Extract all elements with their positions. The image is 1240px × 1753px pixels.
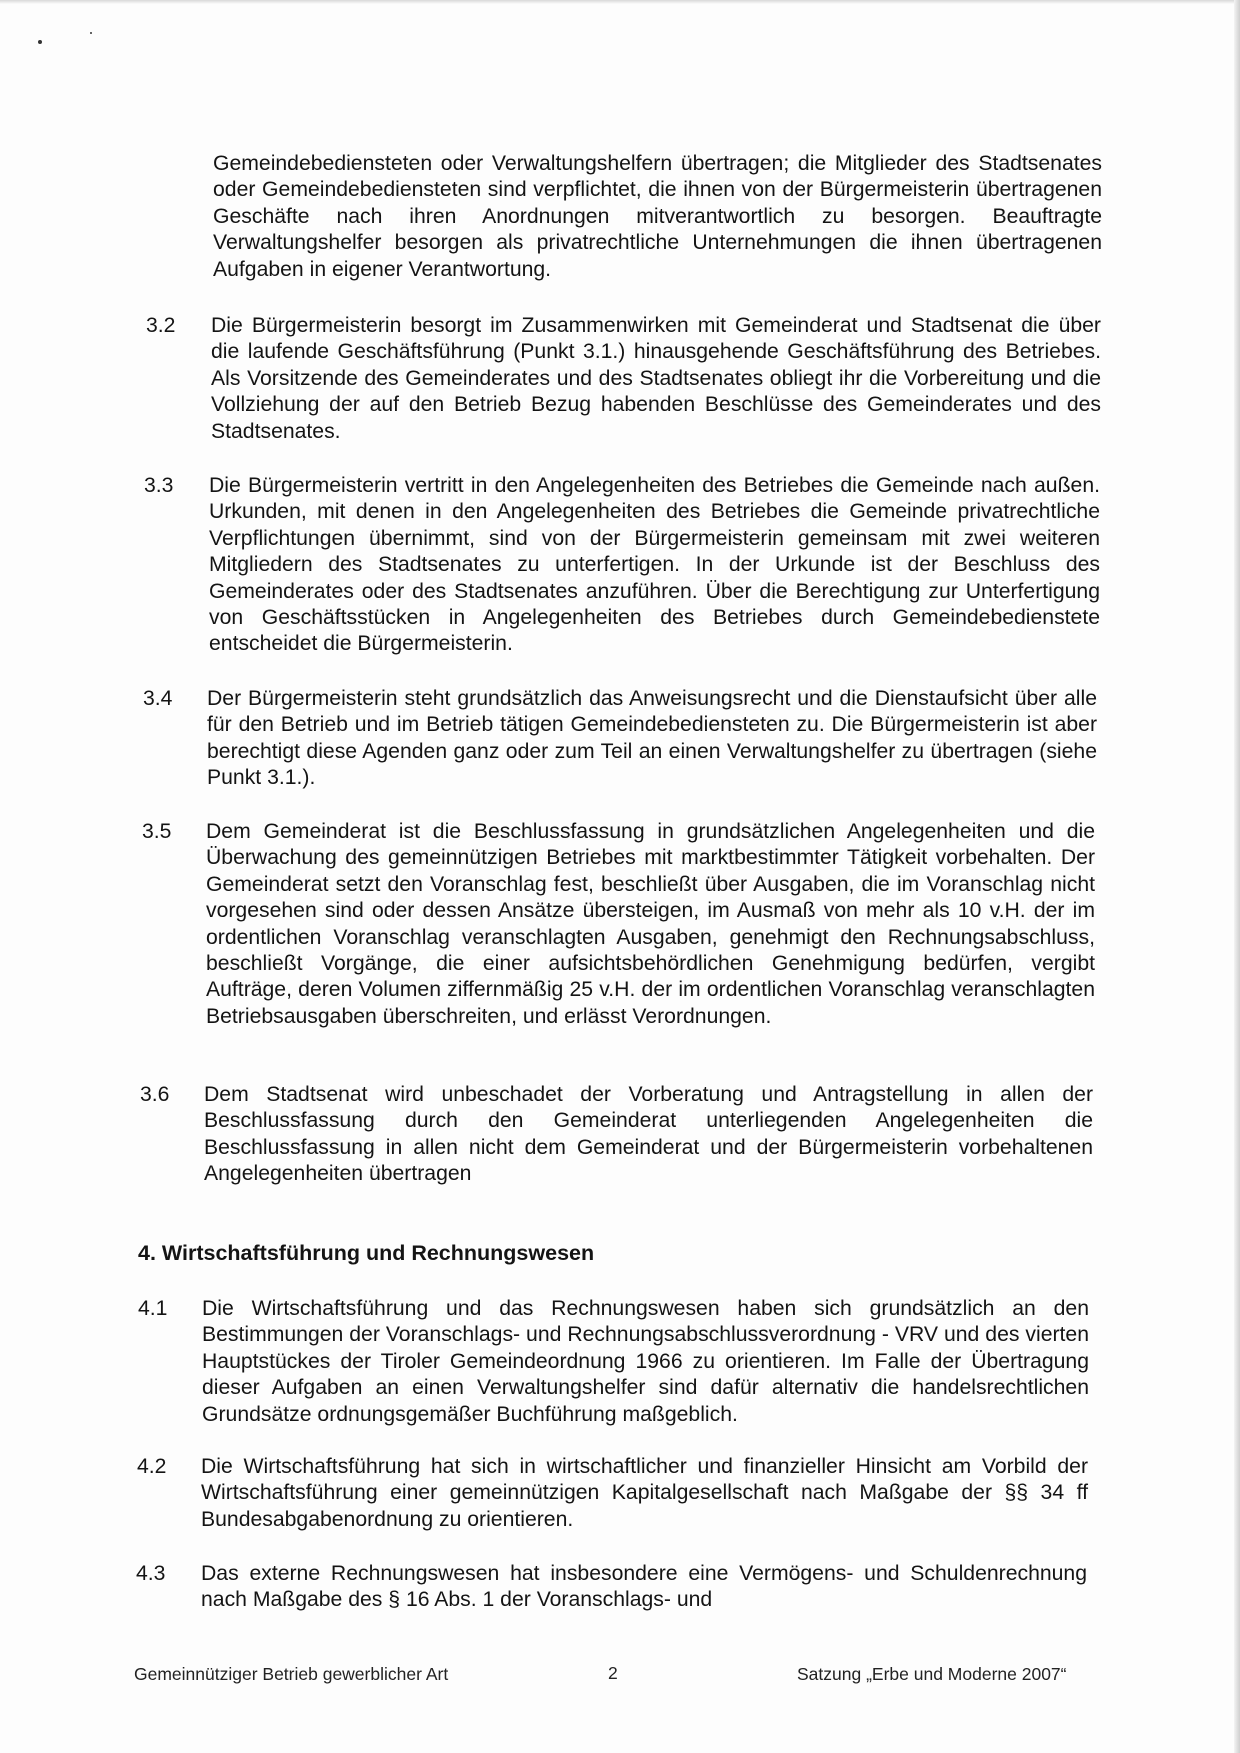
section-number: 3.3 [144, 474, 174, 497]
footer-left: Gemeinnütziger Betrieb gewerblicher Art [134, 1664, 449, 1684]
section-text: Der Bürgermeisterin steht grundsätzlich das Anweisungsrecht und die Dienstaufsicht über alle für den Betrieb und im Betrieb tätigen Gemeindebediensteten zu. Die Bürgermeisterin ist aber berechtigt diese Agenden ganz oder zum Teil an einen Verwaltungshelfer zu übertragen (siehe Punkt 3.1.). [207, 687, 1097, 790]
scan-edge-right [1234, 0, 1240, 1753]
section-text: Die Wirtschaftsführung und das Rechnungswesen haben sich grundsätzlich an den Bestimmungen der Voranschlags- und Rechnungsabschlussverordnung - VRV und des vierten Hauptstückes der Tiroler Gemeindeordnung 1966 zu orientieren. Im Falle der Übertragung dieser Aufgaben an einen Verwaltungshelfer sind dafür alternativ die handelsrechtlichen Grundsätze ordnungsgemäßer Buchführung maßgeblich. [202, 1297, 1089, 1426]
section-text: Die Bürgermeisterin vertritt in den Angelegenheiten des Betriebes die Gemeinde nach außen. Urkunden, mit denen in den Angelegenheiten des Betriebes die Gemeinde privatrechtliche Verpflichtungen übernimmt, sind von der Bürgermeisterin gemeinsam mit zwei weiteren Mitgliedern des Stadtsenates zu unterfertigen. In der Urkunde ist der Beschluss des Gemeinderates oder des Stadtsenates anzuführen. Über die Berechtigung zur Unterfertigung von Geschäftsstücken in Angelegenheiten des Betriebes durch Gemeindebedienstete entscheidet die Bürgermeisterin. [209, 474, 1100, 656]
scan-speck [38, 40, 42, 44]
section-heading: 4. Wirtschaftsführung und Rechnungswesen [138, 1241, 595, 1265]
section-number: 3.2 [146, 314, 176, 337]
section-text: Das externe Rechnungswesen hat insbesondere eine Vermögens- und Schuldenrechnung nach Maßgabe des § 16 Abs. 1 der Voranschlags- und [201, 1562, 1087, 1612]
scan-speck [90, 32, 92, 34]
section-text: Die Bürgermeisterin besorgt im Zusammenwirken mit Gemeinderat und Stadtsenat die über die laufende Geschäftsführung (Punkt 3.1.) hinausgehende Geschäftsführung des Betriebes. Als Vorsitzende des Gemeinderates und des Stadtsenates obliegt ihr die Vorbereitung und die Vollziehung der auf den Betrieb Bezug habenden Beschlüsse des Gemeinderates und des Stadtsenates. [211, 314, 1101, 443]
section-number: 3.6 [140, 1083, 170, 1106]
section-number: 4.1 [138, 1297, 168, 1320]
section-number: 3.5 [142, 820, 172, 843]
section-text: Dem Gemeinderat ist die Beschlussfassung in grundsätzlichen Angelegenheiten und die Überwachung des gemeinnützigen Betriebes mit marktbestimmter Tätigkeit vorbehalten. Der Gemeinderat setzt den Voranschlag fest, beschließt über Ausgaben, die im Voranschlag nicht vorgesehen sind oder dessen Ansätze übersteigen, im Ausmaß von mehr als 10 v.H. der im ordentlichen Voranschlag veranschlagten Ausgaben, genehmigt den Rechnungsabschluss, beschließt Vorgänge, die einer aufsichtsbehördlichen Genehmigung bedürfen, vergibt Aufträge, deren Volumen ziffernmäßig 25 v.H. der im ordentlichen Voranschlag veranschlagten Betriebsausgaben überschreiten, und erlässt Verordnungen. [206, 820, 1095, 1028]
scan-edge-top [0, 0, 1240, 4]
footer-page-number: 2 [608, 1663, 618, 1683]
section-number: 3.4 [143, 687, 173, 710]
intro-paragraph: Gemeindebediensteten oder Verwaltungshelfern übertragen; die Mitglieder des Stadtsenates oder Gemeindebediensteten sind verpflichtet, die ihnen von der Bürgermeisterin übertragenen Geschäfte nach ihren Anordnungen mitverantwortlich zu besorgen. Beauftragte Verwaltungshelfer besorgen als privatrechtliche Unternehmungen die ihnen übertragenen Aufgaben in eigener Verantwortung. [213, 152, 1102, 281]
section-number: 4.2 [137, 1455, 167, 1478]
section-text: Die Wirtschaftsführung hat sich in wirtschaftlicher und finanzieller Hinsicht am Vorbild der Wirtschaftsführung einer gemeinnützigen Kapitalgesellschaft nach Maßgabe der §§ 34 ff Bundesabgabenordnung zu orientieren. [201, 1455, 1088, 1531]
section-text: Dem Stadtsenat wird unbeschadet der Vorberatung und Antragstellung in allen der Beschlussfassung durch den Gemeinderat unterliegenden Angelegenheiten die Beschlussfassung in allen nicht dem Gemeinderat und der Bürgermeisterin vorbehaltenen Angelegenheiten übertragen [204, 1083, 1093, 1186]
section-number: 4.3 [136, 1562, 166, 1585]
footer-right: Satzung „Erbe und Moderne 2007“ [797, 1664, 1067, 1684]
